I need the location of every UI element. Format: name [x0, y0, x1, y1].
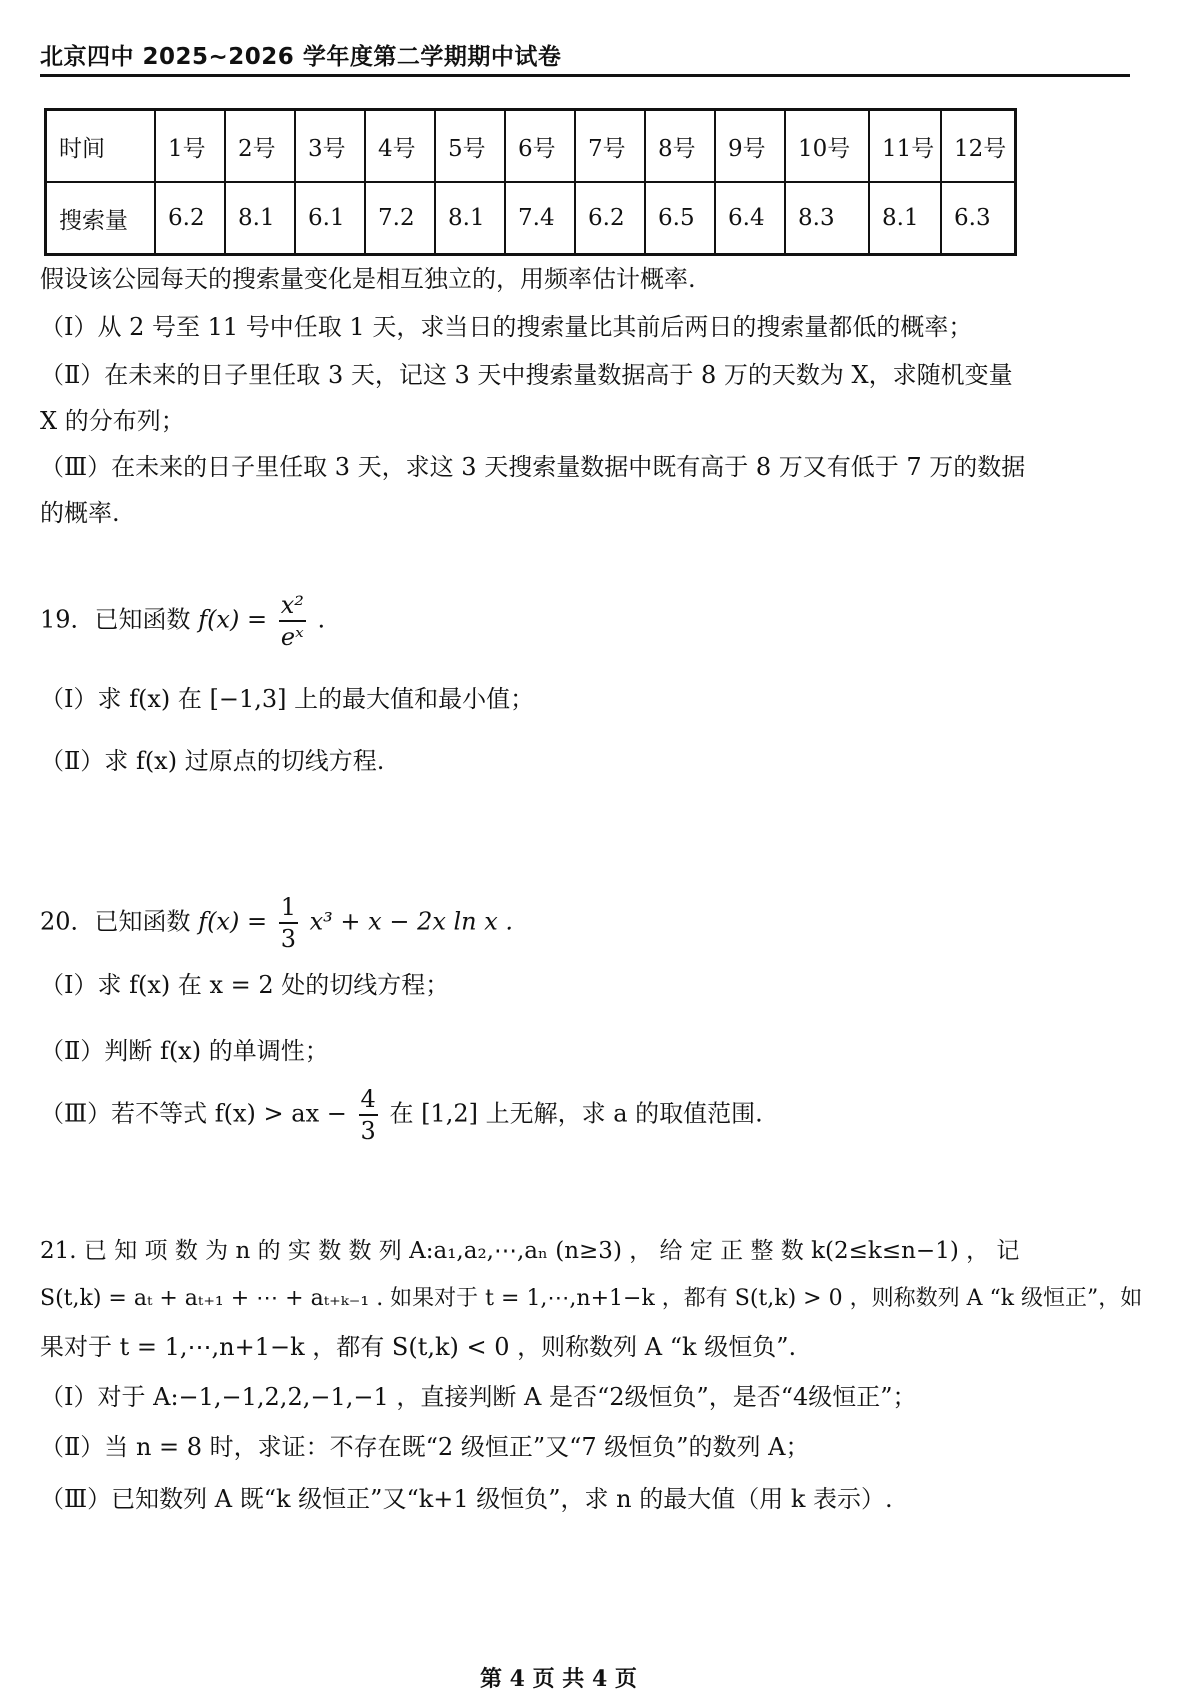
- table-cell: 6.4: [715, 182, 785, 255]
- q20-part3-denominator: 3: [360, 1117, 376, 1145]
- q20-stem: [40, 892, 513, 954]
- q19-denominator: eˣ: [280, 623, 304, 651]
- table-cell: 3号: [295, 110, 365, 183]
- q21-part2: （Ⅱ）当 n = 8 时，求证：不存在既“2 级恒正”又“7 级恒负”的数列 A；: [40, 1433, 810, 1461]
- table-head-time: 时间: [46, 110, 156, 183]
- q19-end: .: [317, 605, 326, 634]
- table-cell: 7.2: [365, 182, 435, 255]
- q20-part3-numerator: 4: [359, 1084, 378, 1116]
- page-footer: 第 4 页 共 4 页: [480, 1666, 637, 1692]
- table-cell: 8号: [645, 110, 715, 183]
- exam-header: 北京四中 2025~2026 学年度第二学期期中试卷: [40, 44, 562, 70]
- table-cell: 6.1: [295, 182, 365, 255]
- q21-line2: S(t,k) = aₜ + aₜ₊₁ + ⋯ + aₜ₊ₖ₋₁ . 如果对于 t = 1,⋯,n+1−k ，都有 S(t,k) > 0 ，则称数列 A “k 级恒正”，如: [40, 1286, 1143, 1311]
- q20-part1: （Ⅰ）求 f(x) 在 x = 2 处的切线方程；: [40, 971, 450, 999]
- table-cell: 12号: [941, 110, 1016, 183]
- table-cell: 5号: [435, 110, 505, 183]
- table-cell: 8.3: [785, 182, 869, 255]
- q19-stem: [40, 590, 325, 652]
- search-volume-table: [44, 108, 1017, 256]
- q19-fraction: [279, 590, 306, 652]
- q20-part2: （Ⅱ）判断 f(x) 的单调性；: [40, 1037, 329, 1065]
- q18-part1: （Ⅰ）从 2 号至 11 号中任取 1 天，求当日的搜索量比其前后两日的搜索量都低的概率；: [40, 313, 973, 341]
- table-row-values: [46, 182, 1016, 255]
- q20-fraction: [279, 892, 298, 954]
- q20-part3-fraction: [359, 1084, 378, 1146]
- table-cell: 6.2: [155, 182, 225, 255]
- q18-part3-cont: 的概率.: [40, 499, 120, 527]
- table-cell: 6.5: [645, 182, 715, 255]
- q21-line1: 21. 已 知 项 数 为 n 的 实 数 数 列 A:a₁,a₂,⋯,aₙ (n≥3) ， 给 定 正 整 数 k(2≤k≤n−1) ， 记: [40, 1238, 1020, 1264]
- q21-part3: （Ⅲ）已知数列 A 既“k 级恒正”又“k+1 级恒负”，求 n 的最大值（用 k 表示）.: [40, 1485, 893, 1513]
- table-cell: 8.1: [435, 182, 505, 255]
- q19-part1: （Ⅰ）求 f(x) 在 [−1,3] 上的最大值和最小值；: [40, 685, 535, 713]
- table-cell: 11号: [869, 110, 941, 183]
- table-cell: 8.1: [225, 182, 295, 255]
- q19-numerator: x²: [279, 590, 306, 622]
- table-cell: 8.1: [869, 182, 941, 255]
- q18-part2-cont: X 的分布列；: [40, 407, 185, 435]
- q20-fx: f(x) =: [198, 907, 268, 936]
- q20-numerator: 1: [279, 892, 298, 924]
- table-cell: 2号: [225, 110, 295, 183]
- table-cell: 6.2: [575, 182, 645, 255]
- q20-rest: x³ + x − 2x ln x .: [309, 907, 514, 936]
- table-row-days: [46, 110, 1016, 183]
- table-cell: 6.3: [941, 182, 1016, 255]
- q19-fx: f(x) =: [198, 605, 268, 634]
- table-cell: 4号: [365, 110, 435, 183]
- q18-part3: （Ⅲ）在未来的日子里任取 3 天，求这 3 天搜索量数据中既有高于 8 万又有低于 7 万的数据: [40, 453, 1026, 481]
- table-cell: 6号: [505, 110, 575, 183]
- table-cell: 1号: [155, 110, 225, 183]
- table-head-volume: 搜索量: [46, 182, 156, 255]
- q20-part3-a: （Ⅲ）若不等式 f(x) > ax −: [40, 1099, 347, 1128]
- q18-assumption: 假设该公园每天的搜索量变化是相互独立的，用频率估计概率.: [40, 265, 696, 293]
- q21-part1: （Ⅰ）对于 A:−1,−1,2,2,−1,−1 ，直接判断 A 是否“2级恒负”，是否“4级恒正”；: [40, 1383, 917, 1411]
- q20-denominator: 3: [280, 925, 296, 953]
- q18-part2: （Ⅱ）在未来的日子里任取 3 天，记这 3 天中搜索量数据高于 8 万的天数为 X，求随机变量: [40, 361, 1013, 389]
- table-cell: 9号: [715, 110, 785, 183]
- header-rule: [40, 74, 1130, 77]
- q21-line3: 果对于 t = 1,⋯,n+1−k ，都有 S(t,k) < 0 ，则称数列 A “k 级恒负”.: [40, 1333, 797, 1361]
- table-cell: 7.4: [505, 182, 575, 255]
- q20-part3-b: 在 [1,2] 上无解，求 a 的取值范围.: [389, 1099, 763, 1128]
- q20-part3: [40, 1084, 763, 1146]
- q19-part2: （Ⅱ）求 f(x) 过原点的切线方程.: [40, 747, 385, 775]
- table-cell: 10号: [785, 110, 869, 183]
- q20-lead: 20．已知函数: [40, 907, 191, 936]
- q19-lead: 19．已知函数: [40, 605, 191, 634]
- table-cell: 7号: [575, 110, 645, 183]
